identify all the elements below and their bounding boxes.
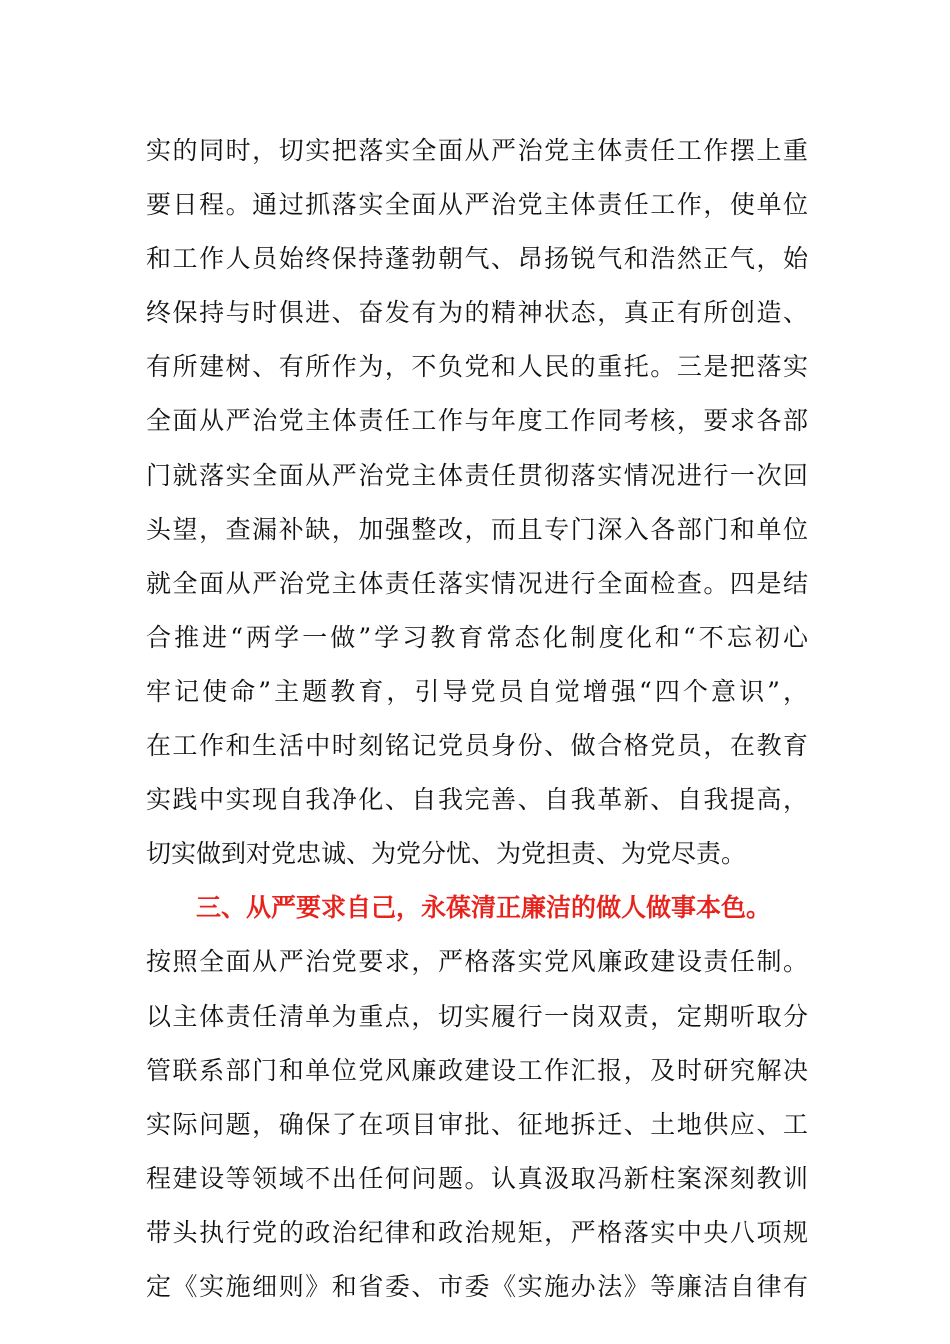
body-line: 以主体责任清单为重点，切实履行一岗双责，定期听取分: [146, 1001, 808, 1031]
body-line: 门就落实全面从严治党主体责任贯彻落实情况进行一次回: [146, 460, 808, 490]
body-line: 带头执行党的政治纪律和政治规矩，严格落实中央八项规: [146, 1217, 808, 1247]
body-line: 就全面从严治党主体责任落实情况进行全面检查。四是结: [146, 568, 808, 598]
body-line: 和工作人员始终保持蓬勃朝气、昂扬锐气和浩然正气，始: [146, 244, 808, 274]
section-heading: 三、从严要求自己，永葆清正廉洁的做人做事本色。: [196, 893, 772, 923]
body-line: 头望，查漏补缺，加强整改，而且专门深入各部门和单位: [146, 514, 808, 544]
body-line: 实际问题，确保了在项目审批、征地拆迁、土地供应、工: [146, 1109, 808, 1139]
body-line: 要日程。通过抓落实全面从严治党主体责任工作，使单位: [146, 190, 808, 220]
body-line: 管联系部门和单位党风廉政建设工作汇报，及时研究解决: [146, 1055, 808, 1085]
body-line: 实的同时，切实把落实全面从严治党主体责任工作摆上重: [146, 136, 808, 165]
body-line: 有所建树、有所作为，不负党和人民的重托。三是把落实: [146, 352, 808, 382]
body-line: 定《实施细则》和省委、市委《实施办法》等廉洁自律有: [146, 1271, 808, 1301]
body-line: 全面从严治党主体责任工作与年度工作同考核，要求各部: [146, 406, 808, 436]
body-line: 牢记使命”主题教育，引导党员自觉增强“四个意识”，: [146, 676, 808, 706]
body-line: 按照全面从严治党要求，严格落实党风廉政建设责任制。: [146, 947, 808, 977]
document-body: [146, 124, 808, 1314]
body-line: 终保持与时俱进、奋发有为的精神状态，真正有所创造、: [146, 298, 808, 328]
body-line: 程建设等领域不出任何问题。认真汲取冯新柱案深刻教训: [146, 1163, 808, 1193]
body-line: 实践中实现自我净化、自我完善、自我革新、自我提高，: [146, 785, 808, 815]
body-line: 在工作和生活中时刻铭记党员身份、做合格党员，在教育: [146, 731, 808, 761]
body-line: 切实做到对党忠诚、为党分忧、为党担责、为党尽责。: [146, 839, 747, 869]
body-line: 合推进“两学一做”学习教育常态化制度化和“不忘初心: [146, 622, 808, 652]
